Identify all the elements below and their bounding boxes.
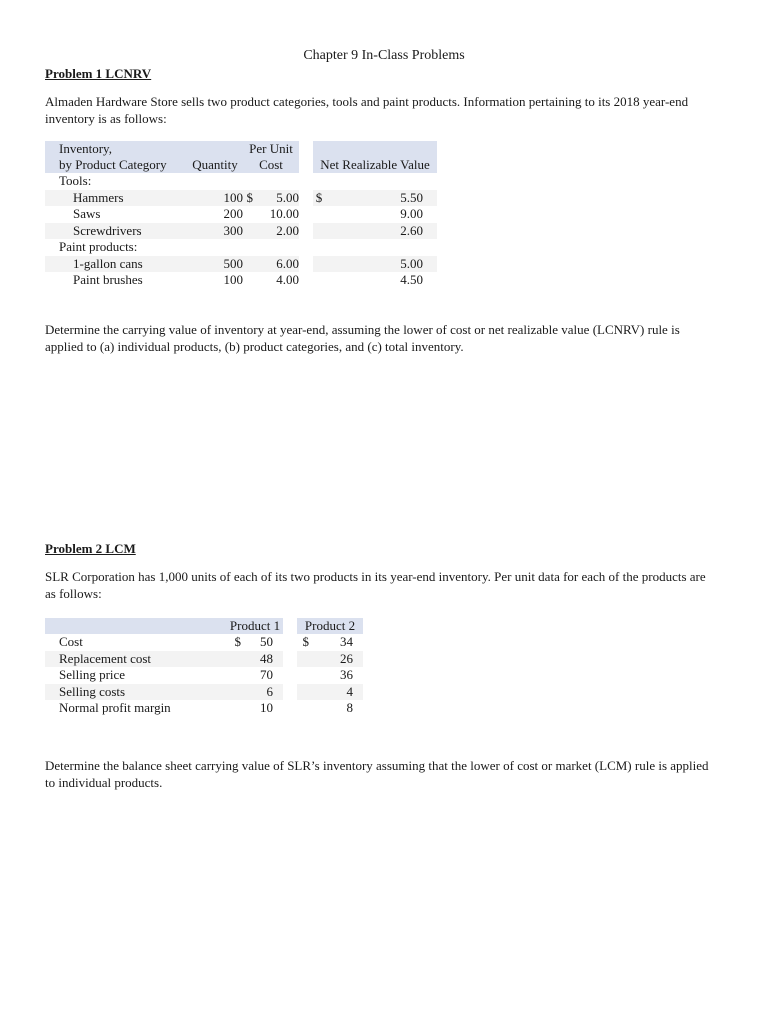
p1-currency: $: [234, 634, 241, 649]
item-cost: 6.00: [276, 255, 299, 271]
item-nrv: 9.00: [400, 206, 423, 221]
inventory-header-nrv: Net Realizable Value: [320, 157, 430, 172]
cost-currency: [243, 206, 255, 223]
p1-value: 48: [260, 650, 273, 666]
inventory-header-row-1: [45, 141, 437, 157]
p1-currency: [227, 667, 241, 684]
item-name: Hammers: [73, 189, 124, 205]
p2-currency: [297, 651, 309, 668]
p1-value: 50: [260, 634, 273, 649]
item-name: 1-gallon cans: [73, 255, 143, 271]
problem2-question: Determine the balance sheet carrying value of SLR’s inventory assuming that the lower of cost or market (LCM) rule is applied to individual products.: [45, 758, 709, 790]
p1-value: 6: [266, 683, 273, 699]
table-row: [45, 190, 437, 207]
nrv-currency: [313, 223, 325, 240]
row-label: Selling costs: [59, 683, 126, 699]
p2-value: 4: [346, 683, 353, 699]
product2-header: Product 2: [304, 618, 356, 633]
row-label: Cost: [59, 634, 83, 649]
problem1-question: Determine the carrying value of inventory at year-end, assuming the lower of cost or net realizable value (LCNRV) rule is applied to (a) individual products, (b) product categories, and (c) total inventory.: [45, 322, 680, 354]
product1-header: Product 1: [229, 618, 281, 633]
problem2-title: Problem 2 LCM: [45, 541, 136, 556]
p2-currency: [297, 667, 309, 684]
inventory-category-paint: [45, 239, 437, 256]
item-name: Screwdrivers: [73, 222, 142, 238]
p2-value: 36: [340, 667, 353, 682]
cost-currency: $: [246, 189, 253, 205]
item-nrv: 5.00: [400, 255, 423, 271]
cost-currency: [243, 272, 255, 289]
item-name: Paint brushes: [73, 272, 143, 287]
p1-currency: [227, 651, 241, 668]
p2-currency: [297, 700, 309, 717]
item-quantity: 100: [223, 189, 243, 205]
row-label: Selling price: [59, 667, 126, 682]
p1-currency: [227, 684, 241, 701]
item-nrv: 4.50: [400, 272, 423, 287]
nrv-currency: [313, 272, 325, 289]
product-header-row: [45, 618, 363, 634]
item-cost: 2.00: [276, 222, 299, 238]
item-cost: 5.00: [276, 189, 299, 205]
table-row: [45, 700, 363, 717]
table-row: [45, 684, 363, 701]
table-row: [45, 634, 363, 651]
p2-value: 26: [340, 650, 353, 666]
category-label: Tools:: [59, 173, 92, 188]
cost-currency: [243, 256, 255, 273]
inventory-header-cost: Cost: [259, 157, 283, 172]
p1-value: 10: [260, 700, 273, 715]
item-nrv: 2.60: [400, 222, 423, 238]
problem1-title: Problem 1 LCNRV: [45, 66, 152, 81]
inventory-header-col1-line1: Inventory,: [59, 141, 112, 156]
problem2-intro: SLR Corporation has 1,000 units of each of its two products in its year-end inventory. Per unit data for each of the products are as follows:: [45, 569, 706, 601]
inventory-header-row-2: [45, 157, 437, 173]
item-quantity: 500: [223, 255, 243, 271]
row-label: Replacement cost: [59, 650, 152, 666]
item-quantity: 100: [223, 272, 243, 287]
inventory-table: [45, 141, 437, 289]
inventory-header-cost-line1: Per Unit: [249, 141, 293, 156]
nrv-currency: [313, 256, 325, 273]
table-row: [45, 206, 437, 223]
p1-currency: [227, 700, 241, 717]
inventory-header-col1-line2: by Product Category: [59, 157, 167, 172]
item-quantity: 300: [223, 222, 243, 238]
p2-value: 34: [340, 634, 353, 649]
nrv-currency: $: [315, 189, 323, 205]
p1-value: 70: [260, 667, 273, 682]
category-label: Paint products:: [59, 239, 138, 254]
item-cost: 4.00: [276, 272, 299, 287]
row-label: Normal profit margin: [59, 700, 171, 715]
p2-currency: [297, 684, 309, 701]
item-quantity: 200: [223, 206, 243, 221]
inventory-category-tools: [45, 173, 437, 190]
p2-value: 8: [346, 700, 353, 715]
table-row: [45, 667, 363, 684]
item-nrv: 5.50: [400, 189, 423, 205]
nrv-currency: [313, 206, 325, 223]
table-row: [45, 256, 437, 273]
product-table: [45, 618, 363, 717]
cost-currency: [243, 223, 255, 240]
table-row: [45, 272, 437, 289]
chapter-title: Chapter 9 In-Class Problems: [303, 48, 465, 63]
inventory-header-quantity: Quantity: [192, 157, 238, 172]
problem1-intro: Almaden Hardware Store sells two product categories, tools and paint products. Information pertaining to its 2018 year-end inventory is as follows:: [45, 94, 689, 126]
table-row: [45, 651, 363, 668]
p2-currency: $: [302, 634, 309, 649]
item-cost: 10.00: [269, 206, 299, 221]
item-name: Saws: [73, 206, 101, 221]
table-row: [45, 223, 437, 240]
